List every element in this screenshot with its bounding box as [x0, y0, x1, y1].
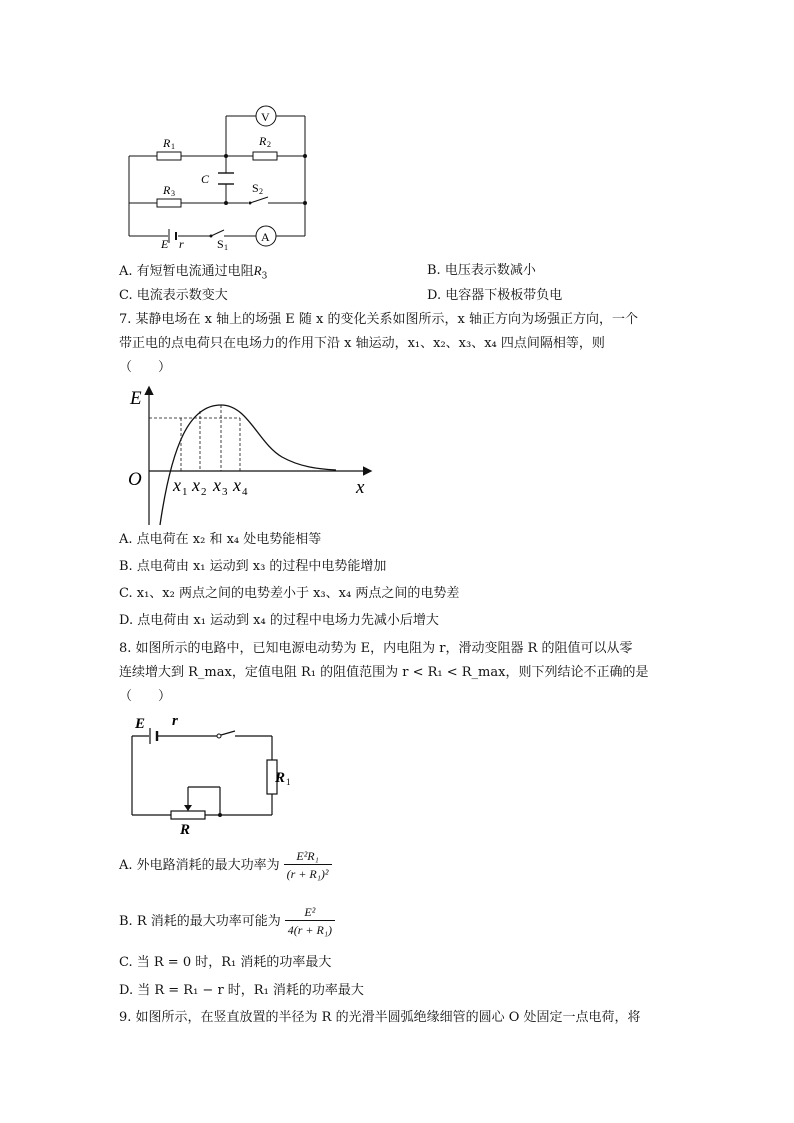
q8-r1-label: R: [275, 770, 286, 786]
q8-circuit-diagram: [125, 710, 291, 840]
q8-option-b: [119, 904, 335, 940]
r2-label: R: [259, 134, 267, 148]
q6-option-d: D. 电容器下极板带负电: [427, 288, 563, 303]
voltmeter-label: V: [261, 110, 270, 124]
q8-stem-line2: 连续增大到 R_max，定值电阻 R₁ 的阻值范围为 r < R₁ < R_max，则下列结论不正确的是: [119, 665, 649, 680]
x1-sub: 1: [182, 486, 188, 498]
q8-stem-line1: 8. 如图所示的电路中，已知电源电动势为 E，内电阻为 r，滑动变阻器 R 的阻值可以从零: [119, 641, 633, 656]
resistor-r2: [253, 152, 277, 160]
q8-option-a: [119, 848, 332, 884]
x-axis-label: x: [356, 477, 365, 498]
q8-option-a-fraction: [284, 848, 332, 883]
q9-stem-line1: 9. 如图所示，在竖直放置的半径为 R 的光滑半圆弧绝缘细管的圆心 O 处固定一点电荷，将: [119, 1010, 641, 1025]
q8-option-c: C. 当 R = 0 时，R₁ 消耗的功率最大: [119, 955, 332, 970]
q8-option-a-denominator: (r + R₁)²: [286, 867, 329, 881]
q6-option-a: [119, 262, 267, 286]
q6-option-c: C. 电流表示数变大: [119, 288, 228, 303]
q7-option-c: C. x₁、x₂ 两点之间的电势差小于 x₃、x₄ 两点之间的电势差: [119, 586, 460, 601]
emf-label: E: [161, 237, 169, 251]
switch-s1: [211, 230, 224, 236]
r1-label-sub: 1: [171, 142, 175, 151]
x2-sub: 2: [201, 486, 207, 498]
x1-label: x: [173, 475, 181, 495]
e-curve: [160, 405, 336, 525]
r3-label-sub: 3: [171, 189, 175, 198]
s1-label-sub: 1: [224, 243, 228, 252]
e-axis-label: E: [130, 388, 142, 409]
q8-rheostat-label: R: [180, 822, 191, 838]
q8-option-a-text: A. 外电路消耗的最大功率为: [119, 858, 280, 873]
q8-r1-sub: 1: [286, 777, 291, 787]
q8-option-b-text: B. R 消耗的最大功率可能为: [119, 914, 281, 929]
q6-option-a-text: A. 有短暂电流通过电阻: [119, 264, 254, 279]
q6-circuit-diagram: [120, 100, 320, 255]
s2-label: S: [252, 181, 259, 195]
ammeter-label: A: [261, 230, 270, 244]
q8-emf-label: E: [135, 716, 146, 732]
x2-label: x: [192, 475, 200, 495]
q7-option-a: A. 点电荷在 x₂ 和 x₄ 处电势能相等: [119, 532, 322, 547]
resistor-r3: [157, 199, 181, 207]
q7-answer-paren: （ ）: [119, 360, 172, 375]
x4-sub: 4: [242, 486, 248, 498]
r3-label: R: [163, 183, 171, 197]
capacitor-label: C: [201, 172, 210, 186]
q8-rheostat: [171, 811, 205, 819]
q7-option-d: D. 点电荷由 x₁ 运动到 x₄ 的过程中电场力先减小后增大: [119, 613, 439, 628]
q8-option-b-fraction: [285, 904, 335, 939]
x3-sub: 3: [222, 486, 228, 498]
s1-label: S: [217, 237, 224, 251]
q8-internal-r-label: r: [172, 713, 178, 729]
origin-label: O: [128, 469, 142, 490]
resistor-r1: [157, 152, 181, 160]
r1-label: R: [163, 136, 171, 150]
q8-option-b-denominator: 4(r + R₁): [287, 923, 333, 937]
q8-switch: [221, 731, 235, 735]
q8-option-a-numerator: E²R₁: [284, 848, 332, 865]
x3-label: x: [213, 475, 221, 495]
q6-option-b: B. 电压表示数减小: [427, 263, 536, 278]
q6-option-a-sub: 3: [261, 271, 268, 282]
q8-answer-paren: （ ）: [119, 689, 172, 704]
q8-option-d: D. 当 R = R₁ − r 时，R₁ 消耗的功率最大: [119, 983, 364, 998]
internal-r-label: r: [179, 237, 184, 251]
x4-label: x: [233, 475, 241, 495]
s2-label-sub: 2: [259, 187, 263, 196]
q7-e-x-graph: [120, 383, 380, 528]
q7-stem-line1: 7. 某静电场在 x 轴上的场强 E 随 x 的变化关系如图所示，x 轴正方向为场强正方向，一个: [119, 312, 638, 327]
q6-option-a-symbol: R: [253, 263, 262, 278]
q7-stem-line2: 带正电的点电荷只在电场力的作用下沿 x 轴运动，x₁、x₂、x₃、x₄ 四点间隔相等，则: [119, 336, 605, 351]
q8-option-b-numerator: E²: [285, 904, 335, 921]
q7-option-b: B. 点电荷由 x₁ 运动到 x₃ 的过程中电势能增加: [119, 559, 387, 574]
r2-label-sub: 2: [267, 140, 271, 149]
